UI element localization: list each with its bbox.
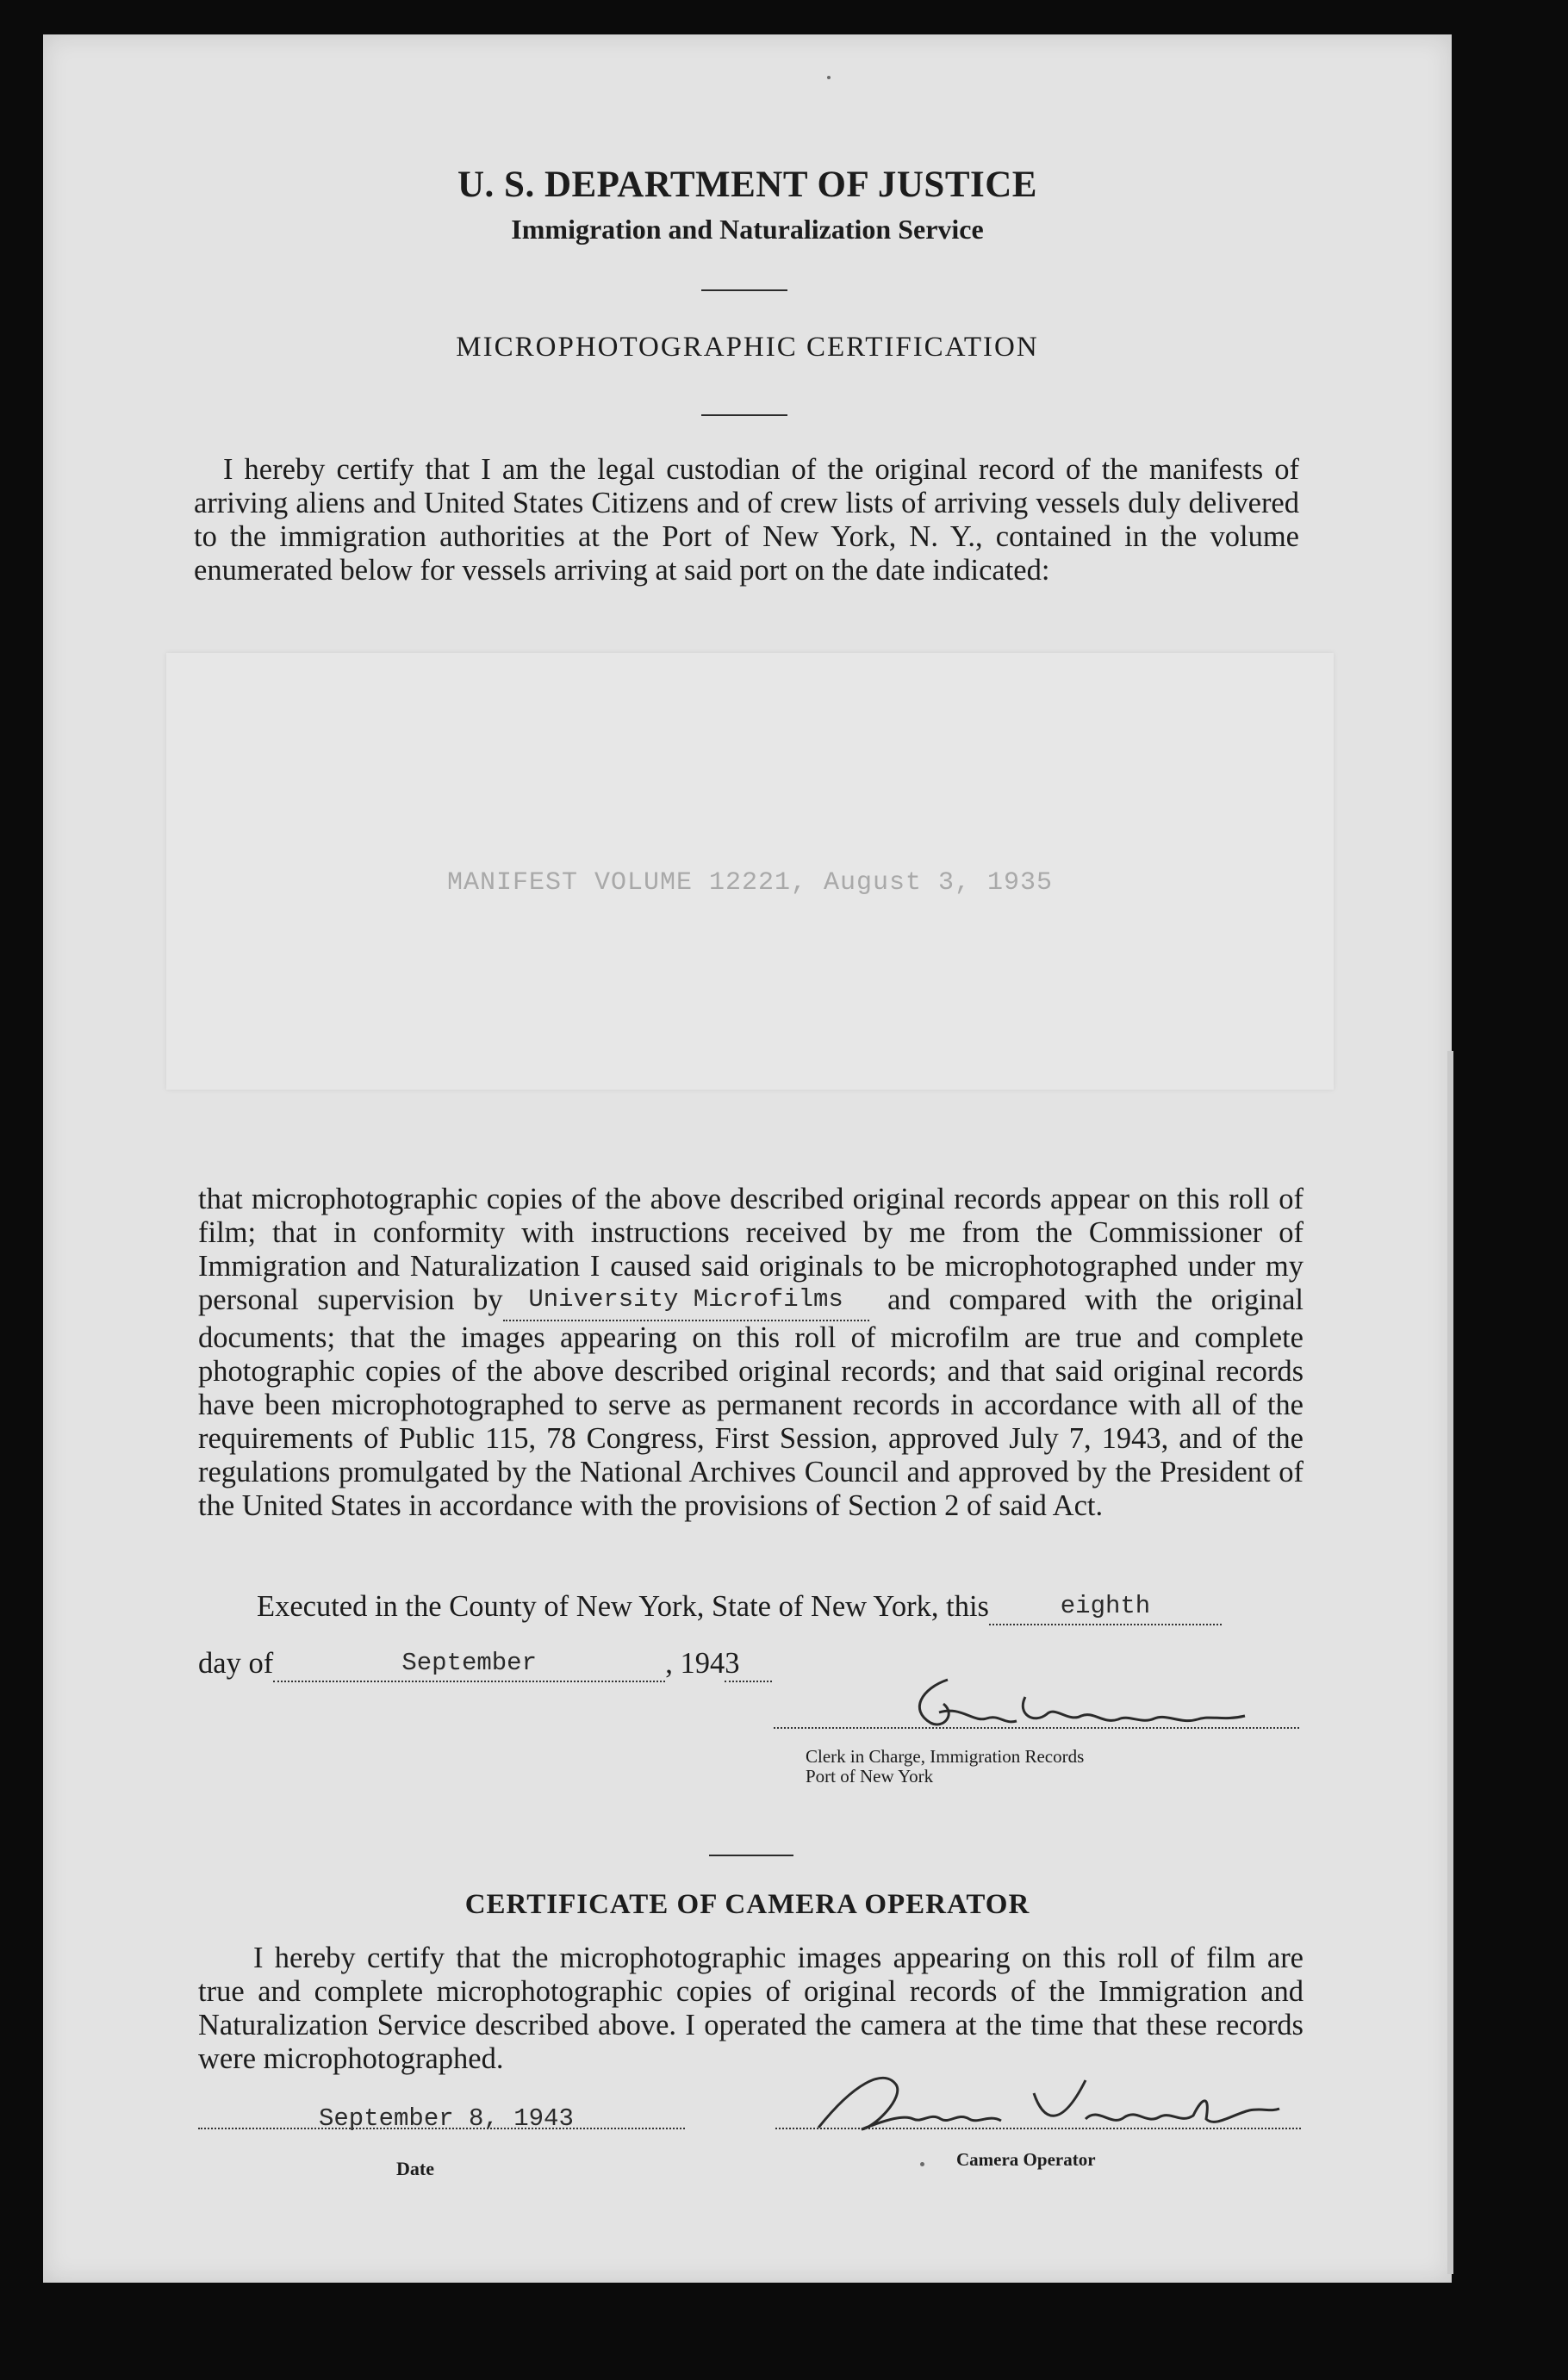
body-text-part2: and compared with the original documents; that the images appearing on this roll of microfilm are true and complete photographic copies of the above described original records; and that said original records have been microphotographed to serve as permanent records in accordance with all of the requirements of Public 115, 78 Congress, First Session, approved July 7, 1943, and of the regulations promulgated by the National Archives Council and approved by the President of the United States in accordance with the provisions of Section 2 of said Act.: [198, 1283, 1304, 1522]
month-fill: [273, 1647, 665, 1682]
service-subtitle: Immigration and Naturalization Service: [511, 214, 984, 245]
divider: [701, 289, 787, 291]
certification-page: [43, 34, 1452, 2283]
film-speck: [827, 76, 831, 79]
year-digit: 3: [725, 1647, 740, 1680]
date-caption: Date: [396, 2158, 434, 2179]
execution-month: September: [401, 1649, 537, 1677]
month-line: [198, 1647, 772, 1682]
clerk-signature: [896, 1671, 1249, 1736]
filmer-name: University Microfilms: [528, 1285, 843, 1314]
execution-day: eighth: [1060, 1592, 1151, 1620]
camera-operator-signature: [801, 2067, 1284, 2145]
divider: [709, 1855, 793, 1856]
day-of-label: day of: [198, 1647, 274, 1680]
camera-operator-caption: Camera Operator: [956, 2149, 1096, 2170]
year-prefix: , 194: [665, 1647, 725, 1680]
divider: [701, 414, 787, 416]
certification-title: MICROPHOTOGRAPHIC CERTIFICATION: [456, 332, 1039, 363]
body-paragraph: [198, 1183, 1304, 1523]
clerk-caption: [806, 1747, 1084, 1787]
clerk-caption-line1: Clerk in Charge, Immigration Records: [806, 1746, 1085, 1767]
certificate-date: September 8, 1943: [319, 2104, 574, 2133]
manifest-volume-text: MANIFEST VOLUME 12221, August 3, 1935: [446, 868, 1054, 898]
clerk-caption-line2: Port of New York: [806, 1766, 934, 1787]
year-fill: [725, 1647, 772, 1682]
camera-certificate-paragraph: [198, 1942, 1304, 2076]
execution-prefix: Executed in the County of New York, State of New York, this: [257, 1590, 989, 1623]
intro-paragraph: [194, 453, 1299, 587]
intro-text: I hereby certify that I am the legal custodian of the original record of the manifests of arriving aliens and United States Citizens and of crew lists of arriving vessels duly delivered to the immigration authorities at the Port of New York, N. Y., contained in the volume enumerated below for vessels arriving at said port on the date indicated:: [194, 453, 1299, 587]
camera-certificate-title: CERTIFICATE OF CAMERA OPERATOR: [464, 1889, 1030, 1920]
execution-line: [257, 1590, 1222, 1625]
film-speck: [920, 2162, 924, 2166]
day-fill: [989, 1590, 1222, 1625]
filmer-fill: [503, 1283, 869, 1321]
camera-certificate-text: I hereby certify that the microphotographic images appearing on this roll of film are true and complete microphotographic copies of original records of the Immigration and Naturalization Service described above. I operated the camera at the time that these records were microphotographed.: [198, 1942, 1304, 2075]
department-title: U. S. DEPARTMENT OF JUSTICE: [457, 165, 1037, 205]
date-line: [198, 2128, 685, 2129]
record-panel: [166, 653, 1334, 1090]
camera-operator-signature-line: [775, 2128, 1301, 2129]
body-text-part1: that microphotographic copies of the above described original records appear on this roll of film; that in conformity with instructions received by me from the Commissioner of Immigration and Naturalization I caused said originals to be microphotographed under my personal supervision by: [198, 1183, 1304, 1316]
